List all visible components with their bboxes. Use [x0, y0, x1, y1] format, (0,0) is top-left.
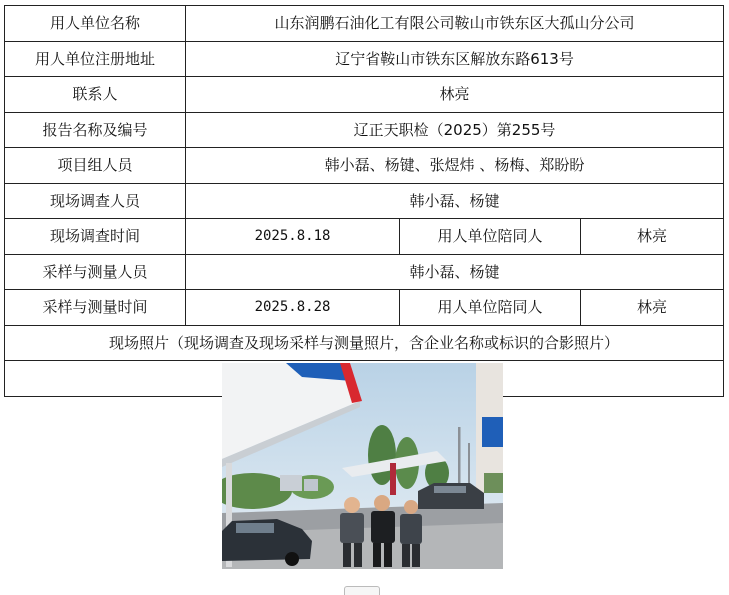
label-team: 项目组人员 — [5, 148, 186, 184]
label-unit-address: 用人单位注册地址 — [5, 41, 186, 77]
site-photo — [222, 363, 503, 569]
row-contact — [5, 77, 724, 113]
label-sampling-companion: 用人单位陪同人 — [400, 290, 581, 326]
label-sampling-staff: 采样与测量人员 — [5, 254, 186, 290]
car-right — [418, 483, 484, 509]
label-contact: 联系人 — [5, 77, 186, 113]
value-sampling-companion: 林亮 — [581, 290, 724, 326]
row-survey-staff — [5, 183, 724, 219]
building — [304, 479, 318, 491]
row-team — [5, 148, 724, 184]
value-survey-companion: 林亮 — [581, 219, 724, 255]
row-sampling-time — [5, 290, 724, 326]
value-team: 韩小磊、杨键、张煜炜 、杨梅、郑盼盼 — [186, 148, 724, 184]
row-survey-time — [5, 219, 724, 255]
photo-section-title: 现场照片（现场调查及现场采样与测量照片，含企业名称或标识的合影照片） — [5, 325, 724, 361]
value-survey-time: 2025.8.18 — [186, 219, 400, 255]
photo-cell — [5, 361, 724, 397]
label-unit-name: 用人单位名称 — [5, 6, 186, 42]
info-table — [4, 5, 724, 397]
building — [280, 475, 302, 491]
row-unit-address — [5, 41, 724, 77]
site-photo-illustration — [222, 363, 503, 569]
value-unit-name: 山东润鹏石油化工有限公司鞍山市铁东区大孤山分公司 — [186, 6, 724, 42]
label-survey-companion: 用人单位陪同人 — [400, 219, 581, 255]
label-sampling-time: 采样与测量时间 — [5, 290, 186, 326]
value-report: 辽正天职检（2025）第255号 — [186, 112, 724, 148]
value-sampling-time: 2025.8.28 — [186, 290, 400, 326]
value-sampling-staff: 韩小磊、杨键 — [186, 254, 724, 290]
station-door — [484, 473, 503, 493]
row-report — [5, 112, 724, 148]
value-survey-staff: 韩小磊、杨键 — [186, 183, 724, 219]
row-photo — [5, 361, 724, 397]
value-contact: 林亮 — [186, 77, 724, 113]
station-sign — [482, 417, 503, 447]
label-survey-staff: 现场调查人员 — [5, 183, 186, 219]
label-report: 报告名称及编号 — [5, 112, 186, 148]
row-sampling-staff — [5, 254, 724, 290]
row-photo-title — [5, 325, 724, 361]
value-unit-address: 辽宁省鞍山市铁东区解放东路613号 — [186, 41, 724, 77]
pillar-far — [390, 463, 396, 495]
row-unit-name — [5, 6, 724, 42]
label-survey-time: 现场调查时间 — [5, 219, 186, 255]
